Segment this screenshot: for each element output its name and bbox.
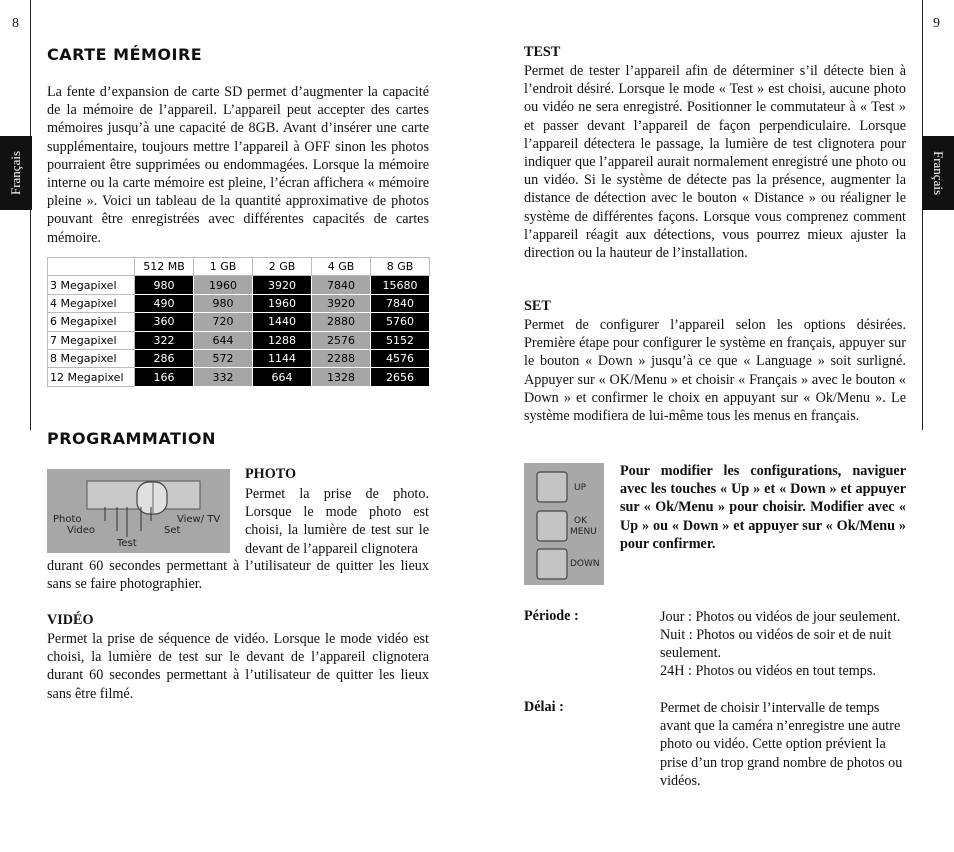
column-header: 8 GB: [371, 258, 430, 276]
table-cell: 332: [194, 368, 253, 386]
table-row: [48, 313, 430, 331]
capacity-table: [47, 257, 430, 387]
table-cell: 15680: [371, 276, 430, 294]
mode-switch-diagram: [47, 469, 230, 553]
periode-label: Période :: [524, 608, 579, 624]
button-label-down: DOWN: [570, 559, 600, 569]
row-label: 8 Megapixel: [48, 349, 135, 367]
row-label: 3 Megapixel: [48, 276, 135, 294]
row-label: 4 Megapixel: [48, 294, 135, 312]
table-cell: 3920: [312, 294, 371, 312]
table-row: [48, 349, 430, 367]
table-cell: 360: [135, 313, 194, 331]
page-number-left: 8: [12, 16, 19, 31]
delai-text: Permet de choisir l’intervalle de temps avant que la caméra n’enregistre une autre photo ou vidéo. Cette option prévient la prise d’un trop grand nombre de photos ou vidéos.: [660, 700, 903, 789]
programmation-heading: PROGRAMMATION: [47, 429, 216, 448]
button-panel-diagram: [524, 463, 604, 585]
table-cell: 1960: [253, 294, 312, 312]
column-header: 4 GB: [312, 258, 371, 276]
switch-label-view: View/ TV: [177, 514, 221, 525]
table-cell: 166: [135, 368, 194, 386]
button-panel-image: [524, 463, 604, 585]
table-row: [48, 294, 430, 312]
language-tab-right: Français: [922, 136, 954, 210]
table-row: [48, 331, 430, 349]
periode-nuit: Nuit : Photos ou vidéos de soir et de nuit seulement.: [660, 627, 892, 662]
table-header-row: [48, 258, 430, 276]
table-row: [48, 276, 430, 294]
table-cell: 2288: [312, 349, 371, 367]
language-tab-left: Français: [0, 136, 32, 210]
table-cell: 1288: [253, 331, 312, 349]
table-cell: 2656: [371, 368, 430, 386]
row-label: 12 Megapixel: [48, 368, 135, 386]
table-cell: 644: [194, 331, 253, 349]
table-cell: 3920: [253, 276, 312, 294]
table-cell: 1440: [253, 313, 312, 331]
table-cell: 2576: [312, 331, 371, 349]
table-cell: 1328: [312, 368, 371, 386]
table-cell: 5152: [371, 331, 430, 349]
table-cell: 664: [253, 368, 312, 386]
table-row: [48, 368, 430, 386]
table-cell: 5760: [371, 313, 430, 331]
column-header: 1 GB: [194, 258, 253, 276]
switch-label-set: Set: [164, 525, 181, 536]
button-label-menu: MENU: [570, 527, 597, 537]
navigation-note: Pour modifier les configurations, naviguer avec les touches « Up » et « Down » et appuyer sur « Ok/Menu » pour choisir. Modifier avec « Up » ou « Down » et appuyer sur « Ok/Menu » pour confirmer.: [620, 463, 906, 552]
table-cell: 4576: [371, 349, 430, 367]
periode-jour: Jour : Photos ou vidéos de jour seulement.: [660, 609, 901, 625]
table-cell: 7840: [312, 276, 371, 294]
table-cell: 7840: [371, 294, 430, 312]
table-cell: 490: [135, 294, 194, 312]
table-cell: 980: [135, 276, 194, 294]
table-cell: 572: [194, 349, 253, 367]
row-label: 6 Megapixel: [48, 313, 135, 331]
table-cell: 720: [194, 313, 253, 331]
table-corner: [48, 258, 135, 276]
delai-label: Délai :: [524, 699, 564, 715]
right-margin-rule: [922, 0, 923, 430]
table-cell: 1960: [194, 276, 253, 294]
column-header: 512 MB: [135, 258, 194, 276]
carte-memoire-paragraph: La fente d’expansion de carte SD permet d’augmenter la capacité de la mémoire de l’appareil. L’appareil peut accepter des cartes mémoires jusqu’à une capacité de 8GB. Avant d’insérer une carte supplémentaire, toujours mettre l’appareil à OFF sinon les photos pourraient être supprimées ou endommagées. Lorsque la mémoire interne ou la carte mémoire est pleine, l’écran affichera « mémoire pleine ». Voici un tableau de la quantité approximative de photos pouvant être enregistrées avec différentes capacités de cartes mémoire.: [47, 84, 429, 246]
mode-switch-image: [47, 469, 230, 553]
set-title: SET: [524, 298, 551, 314]
test-text: Permet de tester l’appareil afin de déterminer s’il détecte bien à l’endroit désiré. Lorsque le mode « Test » est choisi, aucune photo ou vidéo ne sera enregistré. Positionner le commutateur à « Test » et passer devant l’appareil de façon perpendiculaire. Lorsque l’appareil détectera le passage, la lumière de test clignotera pour indiquer que l’appareil aurait normalement enregistré une photo ou un vidéo. Si le système de détecte pas la présence, augmenter la distance de détection avec le bouton « Distance » ou réaligner le système de différentes façons. Lorsque vous comprenez comment l’appareil réagit aux détections, vous pourrez mieux ajuster la direction ou la hauteur de l’installation.: [524, 63, 906, 262]
table-cell: 286: [135, 349, 194, 367]
photo-title: PHOTO: [245, 466, 296, 482]
button-label-up: UP: [574, 483, 587, 493]
row-label: 7 Megapixel: [48, 331, 135, 349]
table-cell: 980: [194, 294, 253, 312]
page-number-right: 9: [933, 16, 940, 31]
photo-text: Permet la prise de photo. Lorsque le mode photo est choisi, la lumière de test sur le devant de l’appareil clignotera: [245, 486, 429, 557]
carte-memoire-heading: CARTE MÉMOIRE: [47, 45, 203, 64]
left-margin-rule: [30, 0, 31, 430]
photo-text-continued: durant 60 secondes permettant à l’utilisateur de quitter les lieux sans se faire photographier.: [47, 558, 429, 593]
switch-label-test: Test: [117, 538, 137, 549]
set-text: Permet de configurer l’appareil selon les options désirées. Première étape pour configurer le système en français, appuyer sur le bouton « Down » jusqu’à ce que « Language » soit surligné. Appuyer sur « OK/Menu » et choisir « Français » avec le bouton « Down » et confirmer le choix en appuyant sur « Ok/Menu ». Le système modifiera de lui-même tous les menus en français.: [524, 317, 906, 425]
switch-label-photo: Photo: [53, 514, 82, 525]
periode-24h: 24H : Photos ou vidéos en tout temps.: [660, 663, 876, 679]
table-cell: 1144: [253, 349, 312, 367]
test-title: TEST: [524, 44, 561, 60]
table-cell: 322: [135, 331, 194, 349]
button-label-ok: OK: [574, 516, 587, 526]
video-title: VIDÉO: [47, 612, 94, 628]
column-header: 2 GB: [253, 258, 312, 276]
video-text: Permet la prise de séquence de vidéo. Lorsque le mode vidéo est choisi, la lumière de test sur le devant de l’appareil clignotera durant 60 secondes permettant à l’utilisateur de quitter les lieux sans être filmé.: [47, 631, 429, 702]
switch-label-video: Video: [67, 525, 96, 536]
table-cell: 2880: [312, 313, 371, 331]
